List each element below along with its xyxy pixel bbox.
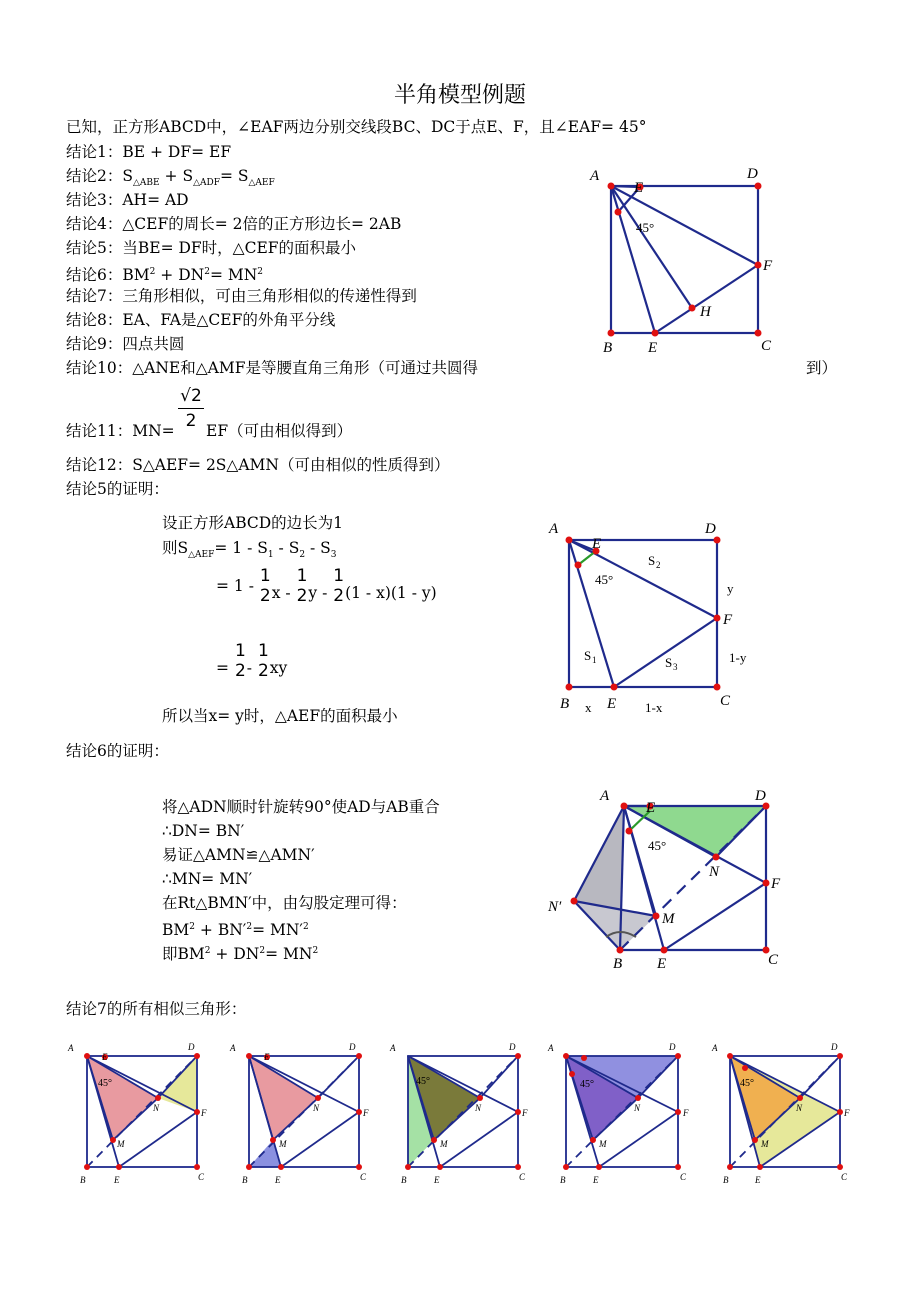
svg-text:1: 1	[592, 655, 597, 665]
proof6-line4: ∴MN= MN′	[162, 870, 253, 888]
proof5-line5: 所以当x= y时，△AEF的面积最小	[162, 707, 398, 725]
svg-text:1-x: 1-x	[645, 700, 663, 715]
svg-text:E: E	[434, 1175, 440, 1185]
svg-text:A: A	[68, 1043, 74, 1053]
svg-text:N: N	[709, 864, 720, 880]
svg-text:E: E	[593, 1175, 599, 1185]
svg-text:3: 3	[673, 662, 678, 672]
proof5-line2: 则$S_{\triangle AEF}= 1 - S_1 - S_2 - S_3$	[162, 539, 337, 561]
svg-text:E: E	[592, 536, 602, 552]
svg-text:A: A	[548, 1043, 554, 1053]
conclusion-11-fraction: √2 2	[178, 384, 204, 433]
svg-text:F: F	[844, 1108, 850, 1118]
svg-text:F: F	[363, 1108, 369, 1118]
svg-text:M: M	[599, 1139, 607, 1149]
proof5-line3: = 1 - 1 2 x - 1 2 y - 1 2 (1 - x)(1 - y)	[216, 566, 437, 606]
svg-text:M: M	[662, 911, 675, 927]
svg-text:D: D	[669, 1042, 676, 1052]
svg-text:F: F	[201, 1108, 207, 1118]
svg-text:B: B	[560, 1175, 566, 1185]
svg-text:E: E	[264, 1052, 270, 1062]
svg-text:E: E	[646, 800, 656, 816]
proof6-line6: $BM^2 + BN'^2= MN'^2$	[162, 921, 309, 940]
svg-text:1-y: 1-y	[729, 650, 747, 665]
conclusion-11: 结论11：MN=	[66, 422, 175, 440]
conclusion-9: 结论9：四点共圆	[66, 335, 185, 353]
svg-text:2: 2	[656, 560, 661, 570]
svg-text:45°: 45°	[416, 1076, 430, 1087]
svg-text:M: M	[761, 1139, 769, 1149]
svg-text:C: C	[198, 1172, 205, 1182]
svg-text:A: A	[230, 1043, 236, 1053]
conclusion-2: 结论2：$S_{\triangle ABE} + S_{\triangle ADF}= S_{\triangle AEF}$	[66, 167, 275, 189]
svg-text:B: B	[560, 696, 570, 712]
svg-text:E: E	[102, 1052, 108, 1062]
svg-text:A: A	[390, 1043, 396, 1053]
svg-text:E: E	[634, 180, 644, 196]
conclusion-12: 结论12：S△AEF= 2S△AMN（可由相似的性质得到）	[66, 456, 450, 474]
svg-text:M: M	[440, 1139, 448, 1149]
proof5-line1: 设正方形ABCD的边长为1	[162, 514, 344, 532]
proof6-heading: 结论6的证明：	[66, 742, 169, 760]
conclusion-8: 结论8：EA、FA是△CEF的外角平分线	[66, 311, 336, 329]
proof6-line1: 将△ADN顺时针旋转90°使AD与AB重合	[162, 798, 440, 816]
svg-text:N: N	[313, 1103, 320, 1113]
svg-text:B: B	[80, 1175, 86, 1185]
conclusion-5: 结论5：当BE= DF时，△CEF的面积最小	[66, 239, 357, 257]
svg-text:D: D	[509, 1042, 516, 1052]
svg-text:C: C	[519, 1172, 526, 1182]
svg-text:D: D	[747, 166, 758, 182]
svg-text:45°: 45°	[636, 220, 655, 235]
svg-text:A: A	[712, 1043, 718, 1053]
svg-text:F: F	[763, 258, 773, 274]
proof6-line7: 即$BM^2 + DN^2= MN^2$	[162, 945, 319, 964]
conclusion-1: 结论1：BE + DF= EF	[66, 143, 232, 161]
svg-text:S: S	[648, 553, 656, 568]
proof5-line4: = 1 2 - 1 2 xy	[216, 641, 288, 681]
svg-text:45°: 45°	[740, 1078, 754, 1089]
svg-text:H: H	[700, 304, 711, 320]
svg-text:C: C	[720, 693, 731, 709]
similar-fig-3	[389, 1042, 528, 1185]
figure-proof6	[545, 782, 795, 972]
svg-text:A: A	[600, 788, 610, 804]
svg-text:E: E	[114, 1175, 120, 1185]
similar-fig-1	[67, 1042, 207, 1185]
conclusion-10-end: 到）	[806, 359, 838, 377]
svg-text:N′: N′	[548, 899, 562, 915]
given-statement: 已知，正方形ABCD中，∠EAF两边分别交线段BC、DC于点E、F，且∠EAF= 45°	[66, 118, 647, 136]
svg-text:E: E	[657, 956, 667, 972]
svg-text:C: C	[360, 1172, 367, 1182]
svg-text:A: A	[590, 168, 600, 184]
svg-text:C: C	[761, 338, 772, 354]
conclusion-11-suffix: EF（可由相似得到）	[206, 422, 353, 440]
svg-text:y: y	[727, 581, 734, 596]
svg-text:M: M	[279, 1139, 287, 1149]
svg-text:E: E	[648, 340, 658, 356]
svg-text:B: B	[242, 1175, 248, 1185]
conclusion-6: 结论6：$BM^2 + DN^2= MN^2$	[66, 266, 264, 285]
svg-text:N: N	[796, 1103, 803, 1113]
svg-text:B: B	[603, 340, 613, 356]
proof7-heading: 结论7的所有相似三角形：	[66, 1000, 247, 1018]
svg-text:C: C	[680, 1172, 687, 1182]
figure-proof5	[545, 510, 775, 725]
conclusion-3: 结论3：AH= AD	[66, 191, 189, 209]
conclusion-10: 结论10：△ANE和△AMF是等腰直角三角形（可通过共圆得	[66, 359, 478, 377]
proof5-heading: 结论5的证明：	[66, 480, 169, 498]
svg-text:E: E	[607, 696, 617, 712]
svg-text:D: D	[188, 1042, 195, 1052]
svg-text:45°: 45°	[580, 1079, 594, 1090]
conclusion-4: 结论4：△CEF的周长= 2倍的正方形边长= 2AB	[66, 215, 402, 233]
svg-text:N: N	[475, 1103, 482, 1113]
proof6-line5: 在Rt△BMN′中，由勾股定理可得：	[162, 894, 407, 912]
svg-text:45°: 45°	[98, 1078, 112, 1089]
proof6-line3: 易证△AMN≌△AMN′	[162, 846, 315, 864]
svg-text:S: S	[584, 648, 592, 663]
proof6-line2: ∴DN= BN′	[162, 822, 245, 840]
svg-text:D: D	[705, 521, 716, 537]
similar-fig-5	[711, 1042, 850, 1185]
svg-text:x: x	[585, 700, 592, 715]
svg-text:C: C	[768, 952, 779, 968]
figure-main	[585, 160, 785, 360]
svg-text:A: A	[549, 521, 559, 537]
svg-text:N: N	[153, 1103, 160, 1113]
svg-text:D: D	[831, 1042, 838, 1052]
svg-text:M: M	[117, 1139, 125, 1149]
similar-fig-2	[229, 1042, 369, 1185]
svg-text:D: D	[349, 1042, 356, 1052]
svg-text:S: S	[665, 655, 673, 670]
svg-text:45°: 45°	[595, 572, 614, 587]
svg-text:B: B	[613, 956, 623, 972]
similar-fig-4	[547, 1042, 689, 1185]
figure-row-similar-triangles	[60, 1035, 860, 1190]
svg-text:F: F	[771, 876, 781, 892]
svg-text:N: N	[634, 1103, 641, 1113]
svg-text:E: E	[275, 1175, 281, 1185]
conclusion-7: 结论7：三角形相似，可由三角形相似的传递性得到	[66, 287, 417, 305]
svg-text:B: B	[723, 1175, 729, 1185]
page-title: 半角模型例题	[393, 83, 526, 108]
svg-text:F: F	[723, 612, 733, 628]
svg-text:E: E	[755, 1175, 761, 1185]
svg-text:D: D	[755, 788, 766, 804]
svg-text:F: F	[683, 1108, 689, 1118]
svg-text:C: C	[841, 1172, 848, 1182]
svg-text:45°: 45°	[648, 838, 667, 853]
svg-text:F: F	[522, 1108, 528, 1118]
svg-text:B: B	[401, 1175, 407, 1185]
